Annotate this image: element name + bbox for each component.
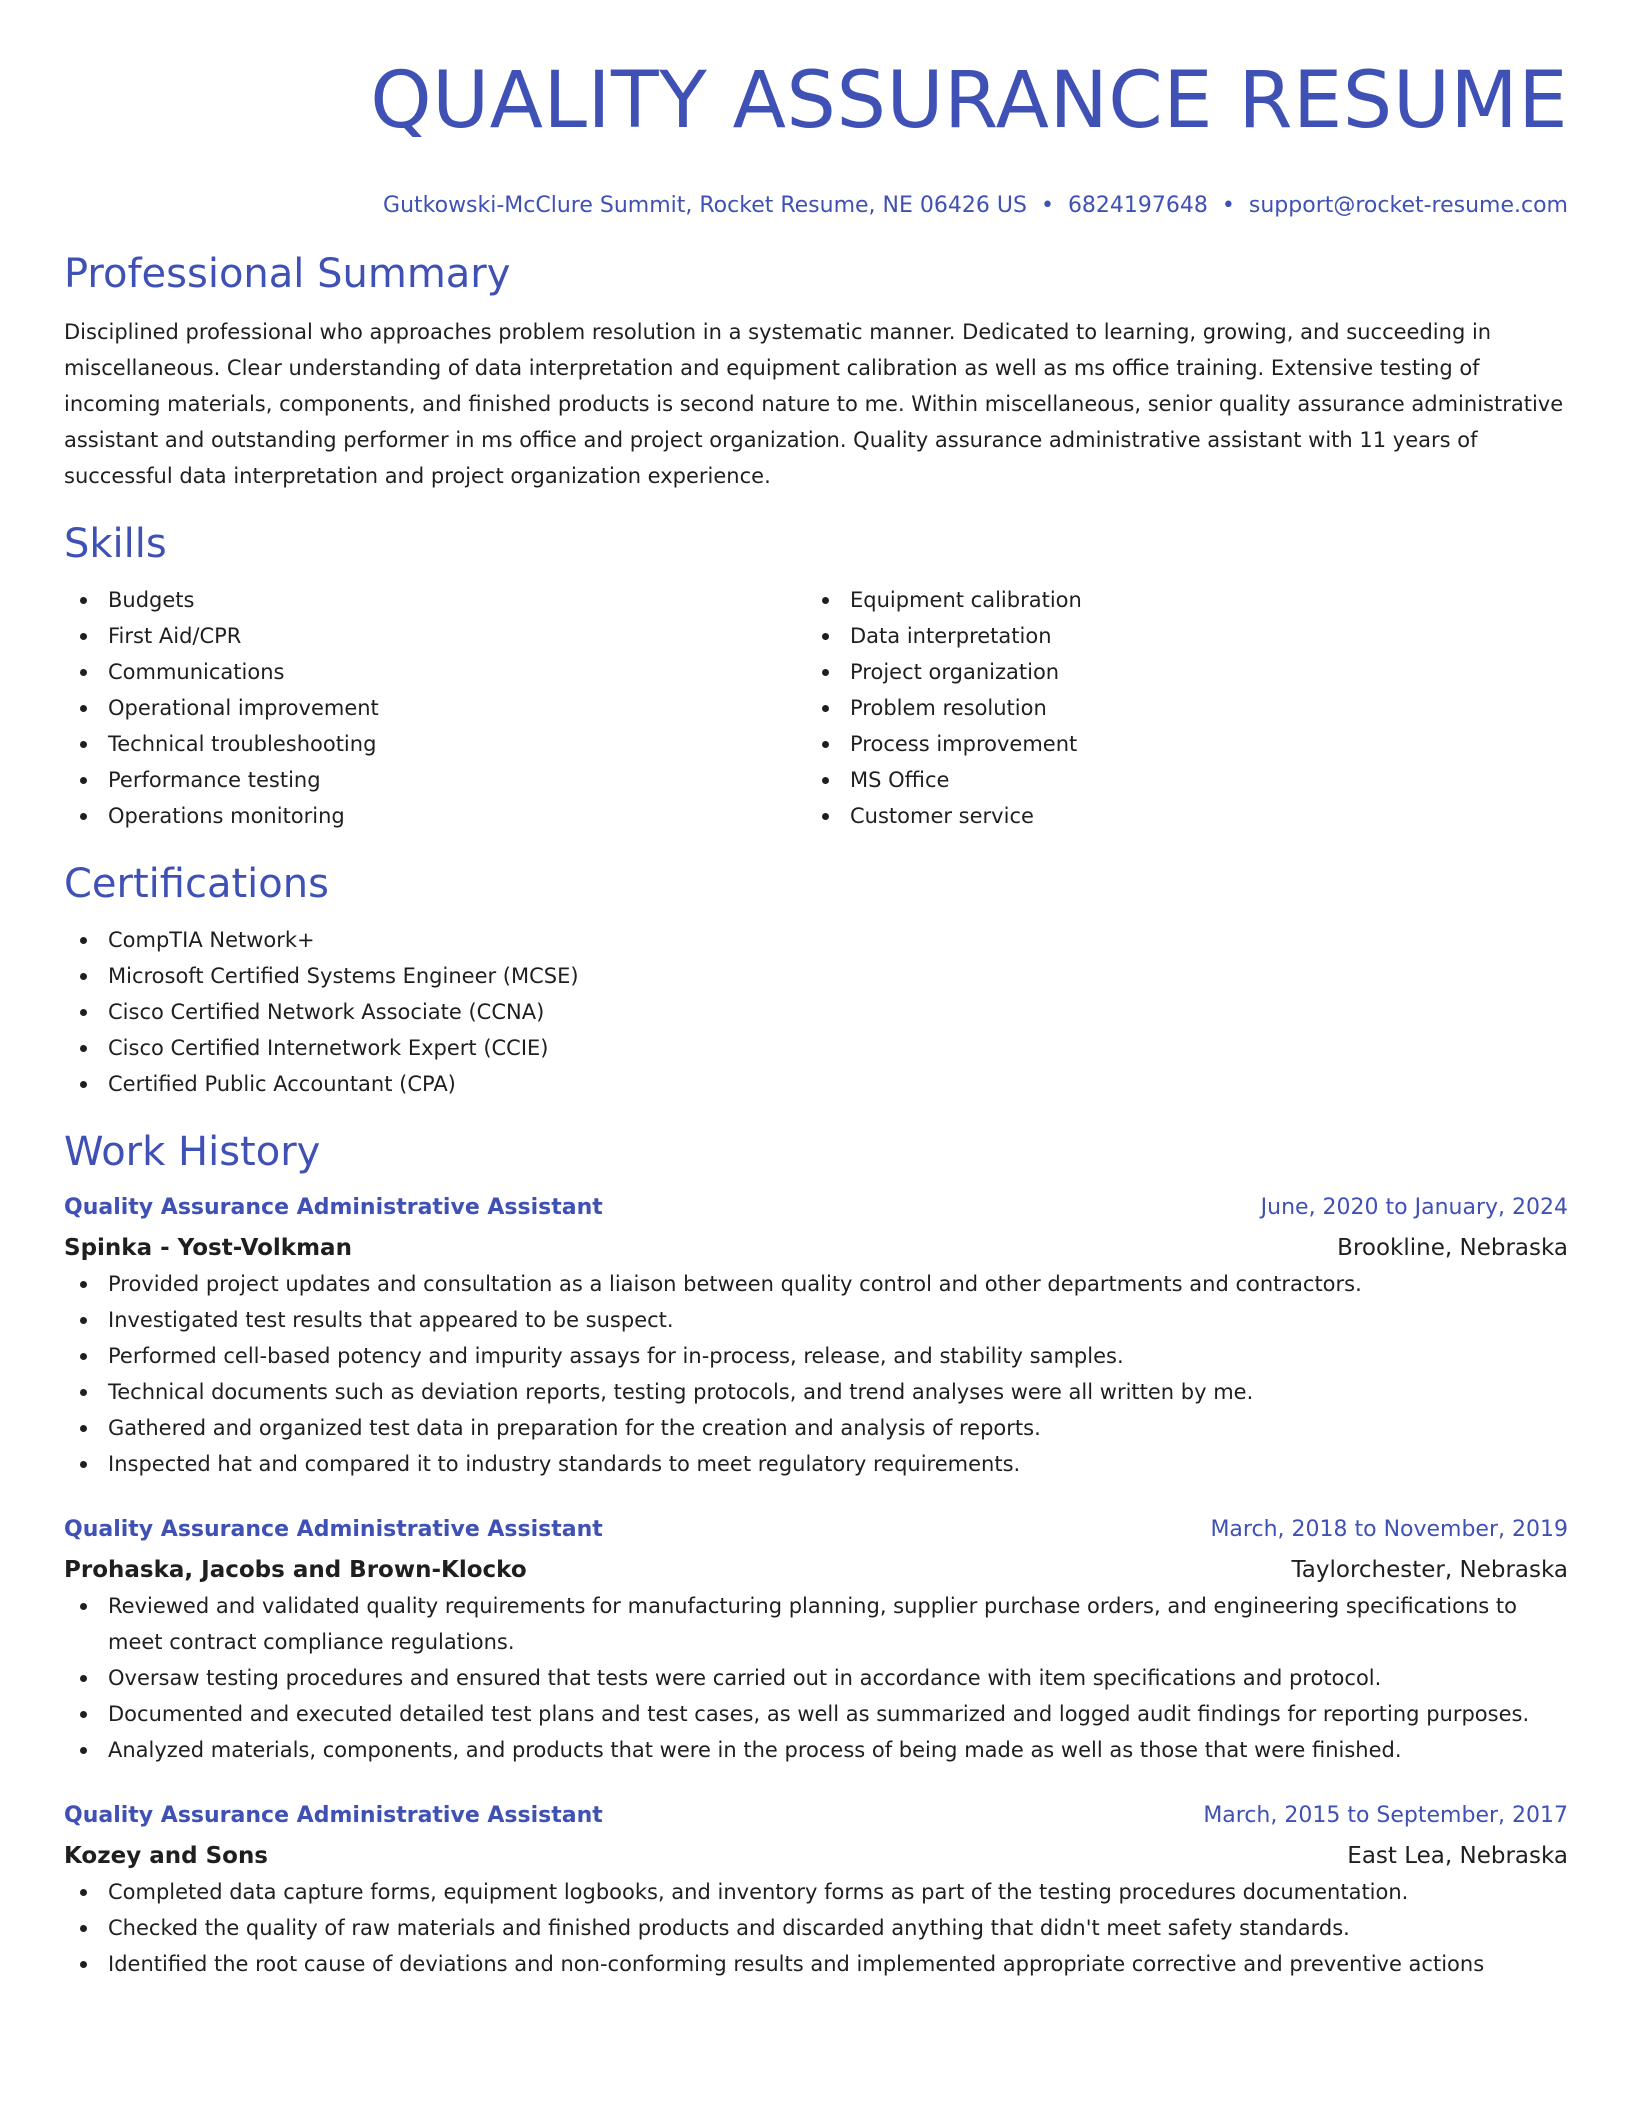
skills-list-left — [64, 582, 806, 834]
job-company: Kozey and Sons — [64, 1843, 269, 1870]
certification-item: Cisco Certified Internetwork Expert (CCIE) — [64, 1030, 1568, 1066]
contact-line — [64, 193, 1568, 218]
summary-heading: Professional Summary — [64, 251, 511, 298]
skill-item: Problem resolution — [806, 690, 1548, 726]
certification-item: Microsoft Certified Systems Engineer (MCSE) — [64, 958, 1568, 994]
work-history-heading: Work History — [64, 1129, 321, 1176]
job-company: Spinka - Yost-Volkman — [64, 1235, 352, 1262]
job-duty: Inspected hat and compared it to industry standards to meet regulatory requirements. — [64, 1446, 1568, 1482]
job-location: Brookline, Nebraska — [1337, 1235, 1568, 1262]
skill-item: Performance testing — [64, 762, 806, 798]
skill-item: Communications — [64, 654, 806, 690]
certifications-list — [64, 922, 1568, 1102]
contact-email[interactable]: support@rocket-resume.com — [1248, 193, 1568, 219]
job-location: Taylorchester, Nebraska — [1291, 1557, 1568, 1584]
skill-item: Customer service — [806, 798, 1548, 834]
job-location: East Lea, Nebraska — [1347, 1843, 1568, 1870]
job-duty: Checked the quality of raw materials and finished products and discarded anything that didn't meet safety standards. — [64, 1910, 1568, 1946]
job-duty: Completed data capture forms, equipment logbooks, and inventory forms as part of the testing procedures documentation. — [64, 1874, 1568, 1910]
skill-item: Process improvement — [806, 726, 1548, 762]
job-header — [64, 1798, 1568, 1834]
job-duties-list — [64, 1874, 1568, 1982]
job-entry — [64, 1798, 1568, 1982]
skill-item: Project organization — [806, 654, 1548, 690]
summary-text: Disciplined professional who approaches problem resolution in a systematic manner. Dedicated to learning, growing, and succeeding in miscellaneous. Clear understanding of data interpretation and equipment calibration as well as ms office training. Extensive testing of incoming materials, components, and finished products is second nature to me. Within miscellaneous, senior quality assurance administrative assistant and outstanding performer in ms office and project organization. Quality assurance administrative assistant with 11 years of successful data interpretation and project organization experience. — [64, 320, 1564, 489]
job-subheader — [64, 1838, 1568, 1874]
job-dates: June, 2020 to January, 2024 — [1260, 1195, 1568, 1221]
job-header — [64, 1190, 1568, 1226]
contact-address: Gutkowski-McClure Summit, Rocket Resume, NE 06426 US — [383, 193, 1027, 219]
job-entry — [64, 1512, 1568, 1768]
certification-item: Cisco Certified Network Associate (CCNA) — [64, 994, 1568, 1030]
job-duty: Analyzed materials, components, and products that were in the process of being made as well as those that were finished. — [64, 1732, 1568, 1768]
certification-item: Certified Public Accountant (CPA) — [64, 1066, 1568, 1102]
job-duty: Gathered and organized test data in preparation for the creation and analysis of reports. — [64, 1410, 1568, 1446]
skill-item: Technical troubleshooting — [64, 726, 806, 762]
job-header — [64, 1512, 1568, 1548]
contact-separator: • — [1040, 193, 1054, 219]
summary-section — [64, 250, 1568, 494]
skill-item: Data interpretation — [806, 618, 1548, 654]
skill-item: Operations monitoring — [64, 798, 806, 834]
certification-item: CompTIA Network+ — [64, 922, 1568, 958]
contact-separator: • — [1221, 193, 1235, 219]
job-duty: Investigated test results that appeared to be suspect. — [64, 1302, 1568, 1338]
job-company: Prohaska, Jacobs and Brown-Klocko — [64, 1557, 527, 1584]
skill-item: MS Office — [806, 762, 1548, 798]
job-duty: Technical documents such as deviation reports, testing protocols, and trend analyses were all written by me. — [64, 1374, 1568, 1410]
job-title: Quality Assurance Administrative Assistant — [64, 1517, 603, 1543]
resume-title: QUALITY ASSURANCE RESUME — [370, 56, 1568, 146]
job-duty: Performed cell-based potency and impurity assays for in-process, release, and stability samples. — [64, 1338, 1568, 1374]
job-duty: Provided project updates and consultation as a liaison between quality control and other departments and contractors. — [64, 1266, 1568, 1302]
skill-item: First Aid/CPR — [64, 618, 806, 654]
job-duty: Reviewed and validated quality requirements for manufacturing planning, supplier purchase orders, and engineering specifications to meet contract compliance regulations. — [64, 1588, 1568, 1660]
skill-item: Operational improvement — [64, 690, 806, 726]
job-duties-list — [64, 1266, 1568, 1482]
resume-page — [64, 0, 1568, 1982]
job-duty: Oversaw testing procedures and ensured that tests were carried out in accordance with item specifications and protocol. — [64, 1660, 1568, 1696]
skills-section — [64, 520, 1568, 834]
job-duty: Documented and executed detailed test plans and test cases, as well as summarized and logged audit findings for reporting purposes. — [64, 1696, 1568, 1732]
skills-heading: Skills — [64, 521, 167, 568]
job-title: Quality Assurance Administrative Assistant — [64, 1803, 603, 1829]
skills-list-right — [806, 582, 1548, 834]
contact-phone: 6824197648 — [1067, 193, 1208, 219]
job-duties-list — [64, 1588, 1568, 1768]
job-subheader — [64, 1230, 1568, 1266]
job-title: Quality Assurance Administrative Assistant — [64, 1195, 603, 1221]
work-history-section — [64, 1128, 1568, 1982]
job-subheader — [64, 1552, 1568, 1588]
job-entry — [64, 1190, 1568, 1482]
certifications-section — [64, 860, 1568, 1102]
job-dates: March, 2015 to September, 2017 — [1203, 1803, 1568, 1829]
certifications-heading: Certifications — [64, 861, 329, 908]
skill-item: Budgets — [64, 582, 806, 618]
skills-columns — [64, 582, 1568, 834]
job-duty: Identified the root cause of deviations and non-conforming results and implemented appropriate corrective and preventive actions — [64, 1946, 1568, 1982]
skill-item: Equipment calibration — [806, 582, 1548, 618]
job-dates: March, 2018 to November, 2019 — [1210, 1517, 1568, 1543]
